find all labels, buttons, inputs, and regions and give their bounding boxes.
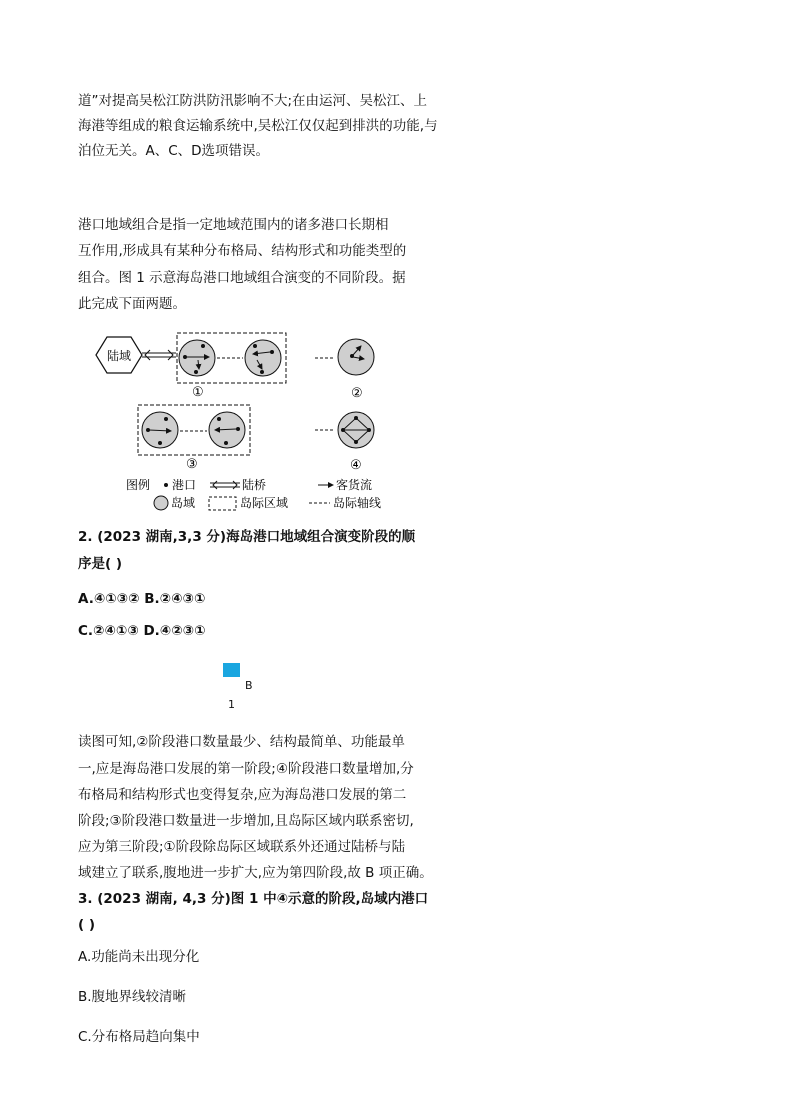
q3-stem: ( )	[78, 917, 96, 933]
q3-option: B.腹地界线较清晰	[78, 989, 187, 1005]
explanation-line: 阶段;③阶段港口数量进一步增加,且岛际区域内联系密切,	[78, 813, 414, 829]
land-label: 陆域	[106, 349, 132, 363]
intro-line: 港口地域组合是指一定地域范围内的诸多港口长期相	[78, 217, 389, 233]
svg-text:岛际轴线: 岛际轴线	[333, 496, 382, 510]
explanation-line: 布格局和结构形式也变得复杂,应为海岛港口发展的第二	[78, 787, 407, 803]
text-line: 道”对提高吴松江防洪防汛影响不大;在由运河、吴松江、上	[78, 93, 428, 109]
stage-1-label: ①	[192, 385, 204, 400]
q3-stem: 3. (2023 湖南, 4,3 分)图 1 中④示意的阶段,岛域内港口	[78, 891, 429, 907]
stage-2-island	[338, 339, 374, 375]
stage-4-label: ④	[350, 458, 362, 473]
intro-line: 互作用,形成具有某种分布格局、结构形式和功能类型的	[78, 243, 407, 259]
q2-options: C.②④①③ D.④②③①	[78, 623, 206, 639]
explanation-line: 一,应是海岛港口发展的第一阶段;④阶段港口数量增加,分	[78, 761, 414, 777]
svg-text:岛域: 岛域	[171, 496, 196, 510]
explanation-line: 读图可知,②阶段港口数量最少、结构最简单、功能最单	[78, 734, 405, 750]
explanation-line: 域建立了联系,腹地进一步扩大,应为第四阶段,故 B 项正确。	[78, 865, 433, 881]
answer-letter: B	[245, 679, 253, 692]
q2-options: A.④①③② B.②④③①	[78, 591, 206, 607]
svg-text:图例: 图例	[126, 478, 151, 492]
answer-marker-square	[223, 663, 240, 677]
intro-line: 组合。图 1 示意海岛港口地域组合演变的不同阶段。据	[78, 270, 406, 286]
text-line: 海港等组成的粮食运输系统中,吴松江仅仅起到排洪的功能,与	[78, 118, 438, 134]
svg-text:客货流: 客货流	[336, 478, 373, 492]
svg-text:港口: 港口	[172, 478, 197, 492]
svg-text:陆桥: 陆桥	[242, 478, 267, 492]
explanation-line: 应为第三阶段;①阶段除岛际区域联系外还通过陆桥与陆	[78, 839, 406, 855]
stage-2-label: ②	[351, 386, 363, 401]
q2-stem: 序是( )	[78, 556, 123, 572]
q2-stem: 2. (2023 湖南,3,3 分)海岛港口地域组合演变阶段的顺	[78, 529, 416, 545]
q3-option: A.功能尚未出现分化	[78, 949, 200, 965]
q3-option: C.分布格局趋向集中	[78, 1029, 200, 1045]
legend-island-dot	[154, 496, 168, 510]
intro-line: 此完成下面两题。	[78, 296, 186, 312]
answer-number: 1	[228, 698, 235, 711]
land-bridge-symbol	[142, 350, 176, 360]
text-line: 泊位无关。A、C、D选项错误。	[78, 143, 270, 159]
stage-3-label: ③	[186, 457, 198, 472]
legend	[126, 477, 381, 510]
svg-text:岛际区域: 岛际区域	[240, 496, 289, 510]
legend-port-dot	[164, 483, 168, 487]
